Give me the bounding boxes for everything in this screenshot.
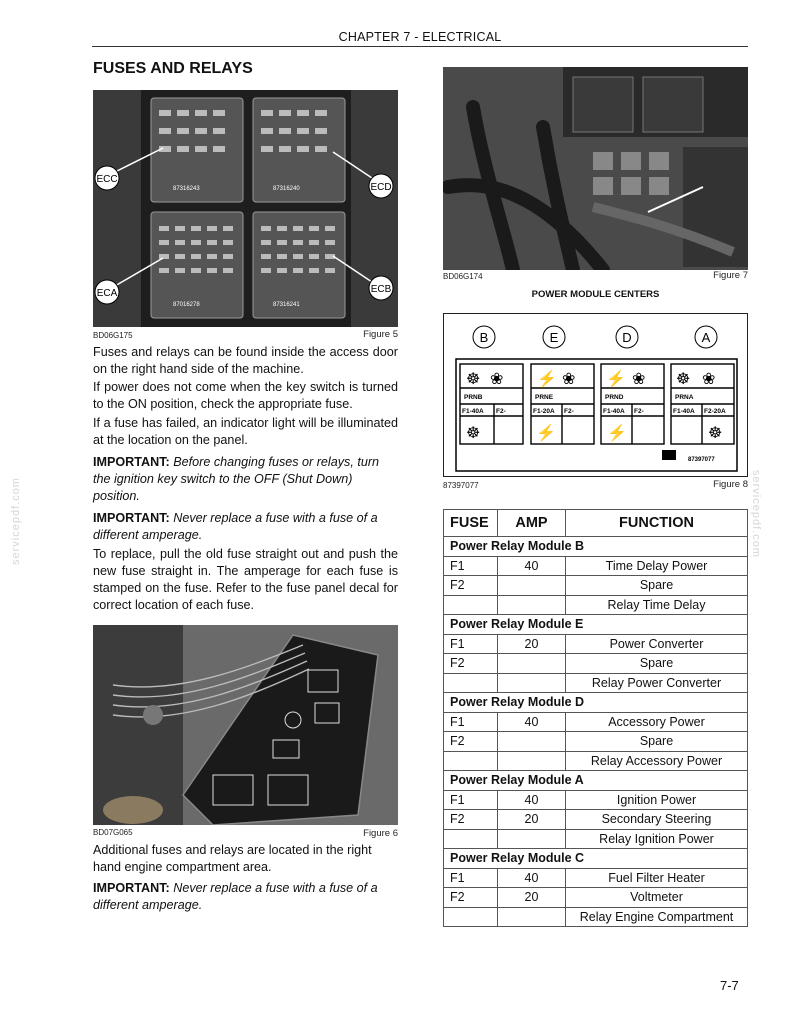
svg-text:❀: ❀ [702,371,716,388]
important-note-2 [93,510,398,544]
watermark-left: servicepdf.com [10,477,22,565]
fuse-table-body [444,537,748,927]
decal-part-number: 87397077 [688,457,715,463]
svg-text:❀: ❀ [562,371,576,388]
amp-cell: 20 [498,634,566,654]
important-note-1 [93,454,398,505]
function-cell: Spare [566,732,748,752]
paragraph-key-switch: If power does not come when the key switch is turned to the ON position, check the appropriate fuse. [93,380,398,411]
header-amp: AMP [498,510,566,537]
fuse-label-d-f2: F2- [634,408,644,415]
amp-cell: 40 [498,712,566,732]
svg-text:⚡: ⚡ [537,371,557,388]
table-row [444,810,748,830]
fuse-cell: F2 [444,888,498,908]
figure5-label: Figure 5 [363,329,398,340]
module-row [444,693,748,713]
function-cell: Time Delay Power [566,556,748,576]
module-row [444,615,748,635]
table-row [444,556,748,576]
amp-cell [498,732,566,752]
important-label: IMPORTANT: [93,881,170,895]
fuse-cell: F1 [444,790,498,810]
module-tag-b: PRNB [464,394,483,401]
paragraph-engine-compartment: Additional fuses and relays are located in the right hand engine compartment area. [93,843,372,874]
module-label-e: E [549,330,559,345]
svg-text:☸: ☸ [676,371,691,388]
fuse-cell [444,751,498,771]
table-row [444,712,748,732]
figure5-photo [93,90,398,327]
function-cell: Relay Ignition Power [566,829,748,849]
callout-ecb: ECB [370,284,392,295]
important-note-3 [93,880,398,914]
module-tag-d: PRND [605,394,624,401]
table-row [444,595,748,615]
table-row [444,868,748,888]
amp-cell: 20 [498,888,566,908]
important-text-2: Never replace a fuse with a fuse of a different amperage. [93,511,378,542]
amp-cell [498,595,566,615]
page-number: 7-7 [720,978,739,993]
table-row [444,576,748,596]
fuse-cell [444,829,498,849]
amp-cell: 40 [498,556,566,576]
amp-cell [498,654,566,674]
section-title: FUSES AND RELAYS [93,60,253,77]
svg-text:☸: ☸ [466,371,481,388]
table-header-row [444,510,748,537]
function-cell: Spare [566,654,748,674]
svg-text:❀: ❀ [490,371,504,388]
watermark-right: servicepdf.com [750,470,762,558]
amp-cell [498,907,566,927]
fuse-cell: F2 [444,654,498,674]
table-row [444,888,748,908]
important-text-3: Never replace a fuse with a fuse of a different amperage. [93,881,378,912]
header-function: FUNCTION [566,510,748,537]
amp-cell: 40 [498,868,566,888]
decal-number-ecd: 87316240 [273,186,300,192]
figure6-photo [93,625,398,825]
fuse-cell: F1 [444,634,498,654]
module-tag-e: PRNE [535,394,554,401]
callout-ecc: ECC [96,174,118,185]
module-label-a: A [701,330,711,345]
function-cell: Voltmeter [566,888,748,908]
function-cell: Accessory Power [566,712,748,732]
table-row [444,907,748,927]
figure8-decal [443,313,748,477]
module-name: Power Relay Module C [444,849,748,869]
paragraph-indicator-light: If a fuse has failed, an indicator light will be illuminated at the location on the panel. [93,416,398,447]
module-name: Power Relay Module E [444,615,748,635]
fuse-cell: F1 [444,556,498,576]
amp-cell: 20 [498,810,566,830]
svg-text:❀: ❀ [632,371,646,388]
figure8-id: 87397077 [443,481,479,490]
table-row [444,790,748,810]
module-label-d: D [622,330,632,345]
fuse-label-d-f1: F1-40A [603,408,625,415]
fuse-cell: F1 [444,868,498,888]
function-cell: Relay Accessory Power [566,751,748,771]
amp-cell [498,673,566,693]
table-row [444,654,748,674]
function-cell: Ignition Power [566,790,748,810]
amp-cell [498,751,566,771]
fuse-label-a-f1: F1-40A [673,408,695,415]
function-cell: Relay Power Converter [566,673,748,693]
fuse-label-e-f1: F1-20A [533,408,555,415]
module-name: Power Relay Module B [444,537,748,557]
decal-number-ecc: 87316243 [173,186,200,192]
figure5-id: BD06G175 [93,331,133,340]
fuse-cell [444,907,498,927]
fuse-cell: F2 [444,576,498,596]
figure6-id: BD07G065 [93,828,133,837]
module-row [444,537,748,557]
module-row [444,771,748,791]
fuse-label-a-f2: F2-20A [704,408,726,415]
decal-number-eca: 87016278 [173,302,200,308]
function-cell: Spare [566,576,748,596]
callout-eca: ECA [96,288,118,299]
fuse-label-b-f1: F1-40A [462,408,484,415]
function-cell: Fuel Filter Heater [566,868,748,888]
important-text-1: Before changing fuses or relays, turn the ignition key switch to the OFF (Shut Down) position. [93,455,380,503]
svg-text:⚡: ⚡ [536,425,556,442]
module-row [444,849,748,869]
paragraph-access-door: Fuses and relays can be found inside the access door on the right hand side of the machine. [93,345,398,376]
fuse-cell [444,595,498,615]
function-cell: Relay Time Delay [566,595,748,615]
header-fuse: FUSE [444,510,498,537]
figure7-label: Figure 7 [713,270,748,281]
important-label: IMPORTANT: [93,511,170,525]
fuse-cell: F2 [444,810,498,830]
figure7-photo [443,67,748,270]
table-row [444,751,748,771]
module-label-b: B [479,330,489,345]
fuse-cell [444,673,498,693]
amp-cell: 40 [498,790,566,810]
figure7-caption: POWER MODULE CENTERS [531,289,660,300]
table-row [444,829,748,849]
table-row [444,732,748,752]
fuse-cell: F1 [444,712,498,732]
paragraph-replace-fuse: To replace, pull the old fuse straight out and push the new fuse straight in. The amperage for each fuse is stamped on the fuse. Refer to the fuse panel decal for correct location of each fuse. [93,547,398,612]
header-rule [92,46,748,47]
module-tag-a: PRNA [675,394,694,401]
fuse-label-b-f2: F2- [496,408,506,415]
svg-text:☸: ☸ [466,425,481,442]
amp-cell [498,829,566,849]
table-row [444,634,748,654]
svg-text:☸: ☸ [708,425,723,442]
function-cell: Power Converter [566,634,748,654]
table-row [444,673,748,693]
figure8-label: Figure 8 [713,479,748,490]
figure6-label: Figure 6 [363,828,398,839]
fuse-cell: F2 [444,732,498,752]
svg-text:⚡: ⚡ [607,425,627,442]
svg-text:⚡: ⚡ [606,371,626,388]
callout-ecd: ECD [370,182,392,193]
decal-number-ecb: 87316241 [273,302,300,308]
fuse-table [443,509,748,927]
figure7-id: BD06G174 [443,272,483,281]
module-name: Power Relay Module D [444,693,748,713]
module-name: Power Relay Module A [444,771,748,791]
fuse-label-e-f2: F2- [564,408,574,415]
chapter-header: CHAPTER 7 - ELECTRICAL [338,30,502,44]
amp-cell [498,576,566,596]
important-label: IMPORTANT: [93,455,170,469]
function-cell: Secondary Steering [566,810,748,830]
function-cell: Relay Engine Compartment [566,907,748,927]
